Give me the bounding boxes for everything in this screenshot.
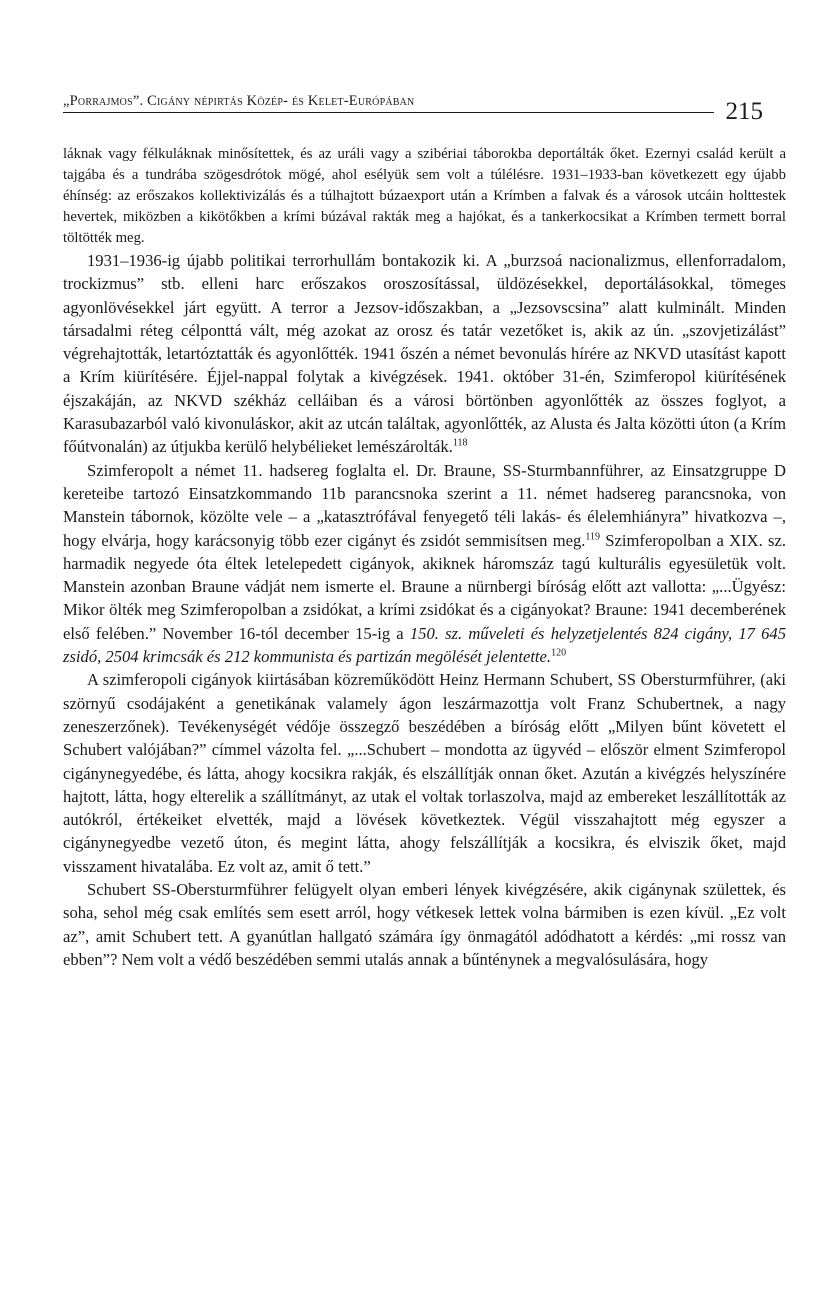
footnote-ref-119: 119 — [585, 531, 601, 543]
footnote-ref-120: 120 — [551, 647, 567, 659]
paragraph-3-italic: 150. sz. műveleti és helyzetjelentés 824 cigány, 17 645 zsidó, 2504 krimcsák és 212 kommunista és partizán megölését jelentette. — [63, 623, 786, 667]
paragraph-3-text-a: Szimferopolt a német 11. hadsereg foglalta el. Dr. Braune, SS-Sturmbannführer, az Einsatzgruppe D kereteibe tartozó Einsatzkommando 11b parancsnoka szerint a 11. német hadsereg parancsnoka, von Manstein tábornok, közölte vele – a „katasztrófával fenyegető téli lakás- és élelemhiányra” hivatkozva –, hogy elvárja, hogy karácsonyig több ezer cigányt és zsidót semmisítsen meg. — [63, 460, 786, 550]
paragraph-3-text-b: Szimferopolban a XIX. sz. harmadik negyede óta éltek letelepedett cigányok, akiknek háromszáz tagú kulturális egyesületük volt. Manstein azonban Braune vádját nem ismerte el. Braune a nürnbergi bíróság előtt azt vallotta: „...Ügyész: Mikor ölték meg Szimferopolban a zsidókat, a krími zsidókat és a cigányokat? Braune: 1941 decemberének első felében.” November 16-tól december 15-ig a — [63, 530, 786, 643]
running-head: „Porrajmos”. Cigány népirtás Közép- és Kelet-Európában — [63, 93, 714, 113]
paragraph-2-text: 1931–1936-ig újabb politikai terrorhullám bontakozik ki. A „burzsoá nacionalizmus, ellenforradalom, trockizmus” stb. elleni harc erőszakos oroszosítással, üldözésekkel, deportálásokkal, tömeges agyonlövésekkel járt együtt. A terror a Jezsov-időszakban, a „Jezsovscsina” alatt kulminált. Minden társadalmi réteg célponttá vált, még azokat az orosz és tatár vezetőket is, akik az ún. „szovjetizálást” végrehajtották, letartóztatták és agyonlőtték. 1941 őszén a német bevonulás hírére az NKVD utasítást kapott a Krím kiürítésére. Éjjel-nappal folytak a kivégzések. 1941. október 31-én, Szimferopol kiürítésének éjszakáján, az NKVD székház celláiban és a városi börtönben agyonlőtték az összes foglyot, a Karasubazarból való kivonuláskor, akit az utcán találtak, agyonlőtték, az Alusta és Jalta közötti úton (a Krím főútvonalán) az útjukba kerülő helybélieket lemészárolták. — [63, 251, 786, 457]
paragraph-1: láknak vagy félkuláknak minősítettek, és az uráli vagy a szibériai táborokba deportálták őket. Ezernyi család került a tajgába és a tundrába szögesdrótok mögé, ahol esélyük sem volt a túlélésre. 1931–1933-ban következett egy újabb éhínség: az erőszakos kollektivizálás és a túlhajtott búzaexport után a Krímben a falvak és a városok utcáin holttestek hevertek, miközben a kikötőkben a krími búzával rakták meg a hajókat, és a tankerkocsikat a Krímben termett borral töltötték meg. — [63, 146, 786, 246]
paragraph-3 — [63, 459, 786, 669]
body-text — [63, 144, 786, 971]
footnote-ref-118: 118 — [452, 437, 468, 449]
paragraph-4: A szimferopoli cigányok kiirtásában közreműködött Heinz Hermann Schubert, SS Obersturmführer, (aki szörnyű csodájaként a genetikának valamely ágon leszármazottja volt Franz Schubertnek, a nagy zeneszerzőnek). Tevékenységét védője összegző beszédében a bíróság előtt „Milyen bűnt követett el Schubert valójában?” címmel vázolta fel. „...Schubert – mondotta az ügyvéd – először elment Szimferopol cigánynegyedébe, és látta, ahogy kocsikra rakják, és elszállítják onnan őket. Azután a kivégzés helyszínére hajtott, látta, hogy elterelik a szállítmányt, az utak el voltak torlaszolva, majd az embereket leszállították az autókról, értékeiket elvették, majd a lövések következtek. Végül visszahajtott még egyszer a cigánynegyedbe vezető úton, és megint látta, ahogy felszállítják a kocsikra, és elviszik őket, majd visszament hivatalába. Ez volt az, amit ő tett.” — [63, 670, 786, 876]
page-header — [63, 88, 763, 125]
paragraph-2 — [63, 249, 786, 459]
paragraph-5: Schubert SS-Obersturmführer felügyelt olyan emberi lények kivégzésére, akik cigánynak születtek, és soha, sehol még csak említés sem esett arról, hogy vétkesek lettek volna bármiben is ezen kívül. „Ez volt az”, amit Schubert tett. A gyanútlan hallgató számára így önmagától adódhatott a kérdés: „mi rossz van ebben”? Nem volt a védő beszédében semmi utalás annak a bűnténynek a megvalósulására, hogy — [63, 880, 786, 969]
page-number: 215 — [725, 98, 763, 125]
